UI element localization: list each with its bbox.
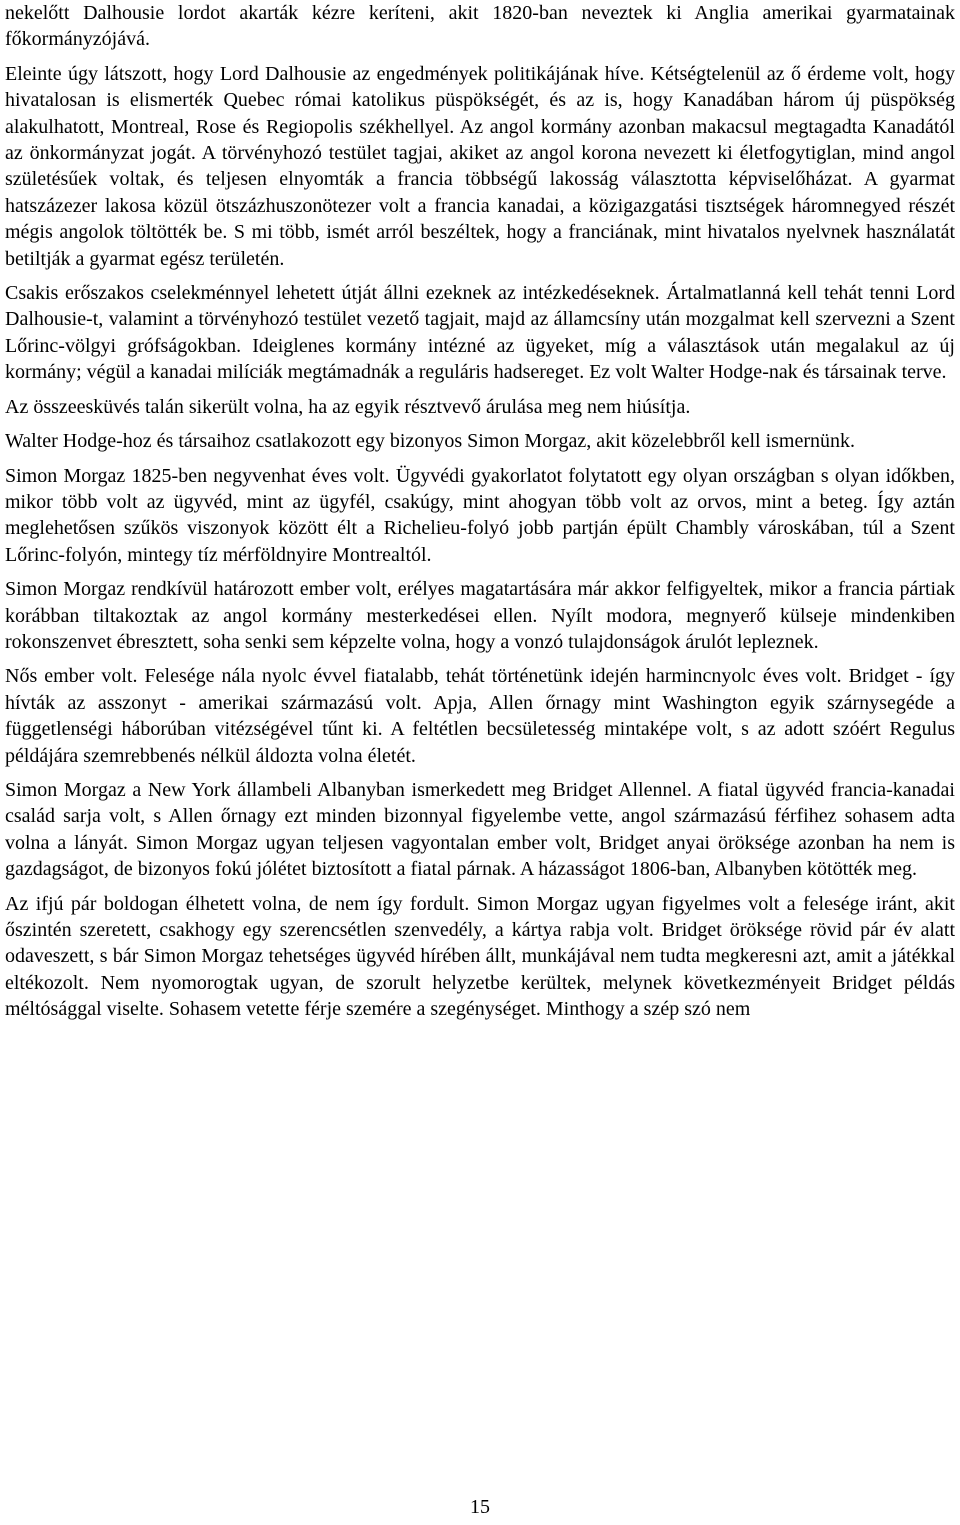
paragraph: Az ifjú pár boldogan élhetett volna, de nem így fordult. Simon Morgaz ugyan figyelmes volt a felesége iránt, akit őszintén szeretett, csakhogy egy szerencsétlen szenvedély, a kártya rabja volt. Bridget öröksége rövid pár év alatt odaveszett, s bár Simon Morgaz tehetséges ügyvéd hírében állt, munkájával nem tudta megkeresni azt, amit a játékkal eltékozolt. Nem nyomorogtak ugyan, de szorult helyzetbe kerültek, melynek következményeit Bridget példás méltósággal viselte. Sohasem vetette férje szemére a szegénységet. Minthogy a szép szó nem <box>5 892 955 1021</box>
paragraph: Simon Morgaz rendkívül határozott ember volt, erélyes magatartására már akkor felfigyeltek, mikor a francia pártiak korábban tiltakoztak az angol kormány mesterkedései ellen. Nyílt modora, megnyerő külseje mindenkiben rokonszenvet ébresztett, soha senki sem képzelte volna, hogy a vonzó tulajdonságok árulót lepleznek. <box>5 578 955 653</box>
paragraph: Simon Morgaz 1825-ben negyvenhat éves volt. Ügyvédi gyakorlatot folytatott egy olyan országban s olyan időkben, mikor több volt az ügyvéd, mint az ügyfél, csakúgy, mint ahogyan több volt az orvos, mint a beteg. Így aztán meglehetősen szűkös viszonyok között élt a Richelieu-folyó jobb partján épült Chambly városkában, túl a Szent Lőrinc-folyón, mintegy tíz mérföldnyire Montrealtól. <box>5 464 955 566</box>
paragraph: Walter Hodge-hoz és társaihoz csatlakozott egy bizonyos Simon Morgaz, akit közelebbről kell ismernünk. <box>5 430 856 453</box>
paragraph: Simon Morgaz a New York állambeli Albanyban ismerkedett meg Bridget Allennel. A fiatal ügyvéd francia-kanadai család sarja volt, s Allen őrnagy ezt minden bizonnyal figyelembe vette, angol származású férfihez sohasem adta volna a lányát. Simon Morgaz ugyan teljesen vagyontalan ember volt, Bridget anyai öröksége azonban ha nem is gazdagságot, de bizonyos fokú jólétet biztosított a fiatal párnak. A házasságot 1806-ban, Albanyben kötötték meg. <box>5 778 955 881</box>
document-body <box>5 0 955 1023</box>
paragraph: nekelőtt Dalhousie lordot akarták kézre keríteni, akit 1820-ban neveztek ki Anglia amerikai gyarmatainak főkormányzójává. <box>5 2 955 51</box>
paragraph: Eleinte úgy látszott, hogy Lord Dalhousie az engedmények politikájának híve. Kétségtelenül az ő érdeme volt, hogy hivatalosan is elismerték Quebec római katolikus püspökségét, és az is, hogy Kanadában három új püspökség alakulhatott, Montreal, Rose és Regiopolis székhellyel. Az angol kormány azonban makacsul megtagadta Kanadától az önkormányzat jogát. A törvényhozó testület tagjai, akiket az angol korona nevezett ki életfogytiglan, mind angol születésűek voltak, és teljesen elnyomták a francia többségű lakosság választotta képviselőházat. A gyarmat hatszázezer lakosa közül ötszázhuszonötezer volt a francia kanadai, a közigazgatási tisztségek háromnegyed részét mégis angolok töltötték be. S mi több, ismét arról beszéltek, hogy a franciának, mint hivatalos nyelvnek használatát betiltják a gyarmat egész területén. <box>5 62 955 270</box>
paragraph: Nős ember volt. Felesége nála nyolc évvel fiatalabb, tehát történetünk idején harmincnyolc éves volt. Bridget - így hívták az asszonyt - amerikai származású volt. Apja, Allen őrnagy mint Washington egyik szárnysegéde a függetlenségi háborúban vitézségével tűnt ki. A feltétlen becsületesség mintaképe volt, s az adott szóért Regulus példájára szemrebbenés nélkül áldozta volna életét. <box>5 665 955 767</box>
page-number: 15 <box>470 1496 490 1518</box>
paragraph: Csakis erőszakos cselekménnyel lehetett útját állni ezeknek az intézkedéseknek. Ártalmatlanná kell tehát tenni Lord Dalhousie-t, valamint a törvényhozó testület vezető tagjait, majd az államcsíny után mozgalmat kell szervezni a Szent Lőrinc-völgyi grófságokban. Ideiglenes kormány intézné az ügyeket, míg a választások után megalakul az új kormány; végül a kanadai milíciák megtámadnák a reguláris hadsereget. Ez volt Walter Hodge-nak és társainak terve. <box>5 282 955 384</box>
paragraph: Az összeesküvés talán sikerült volna, ha az egyik résztvevő árulása meg nem hiúsítja. <box>5 395 691 418</box>
